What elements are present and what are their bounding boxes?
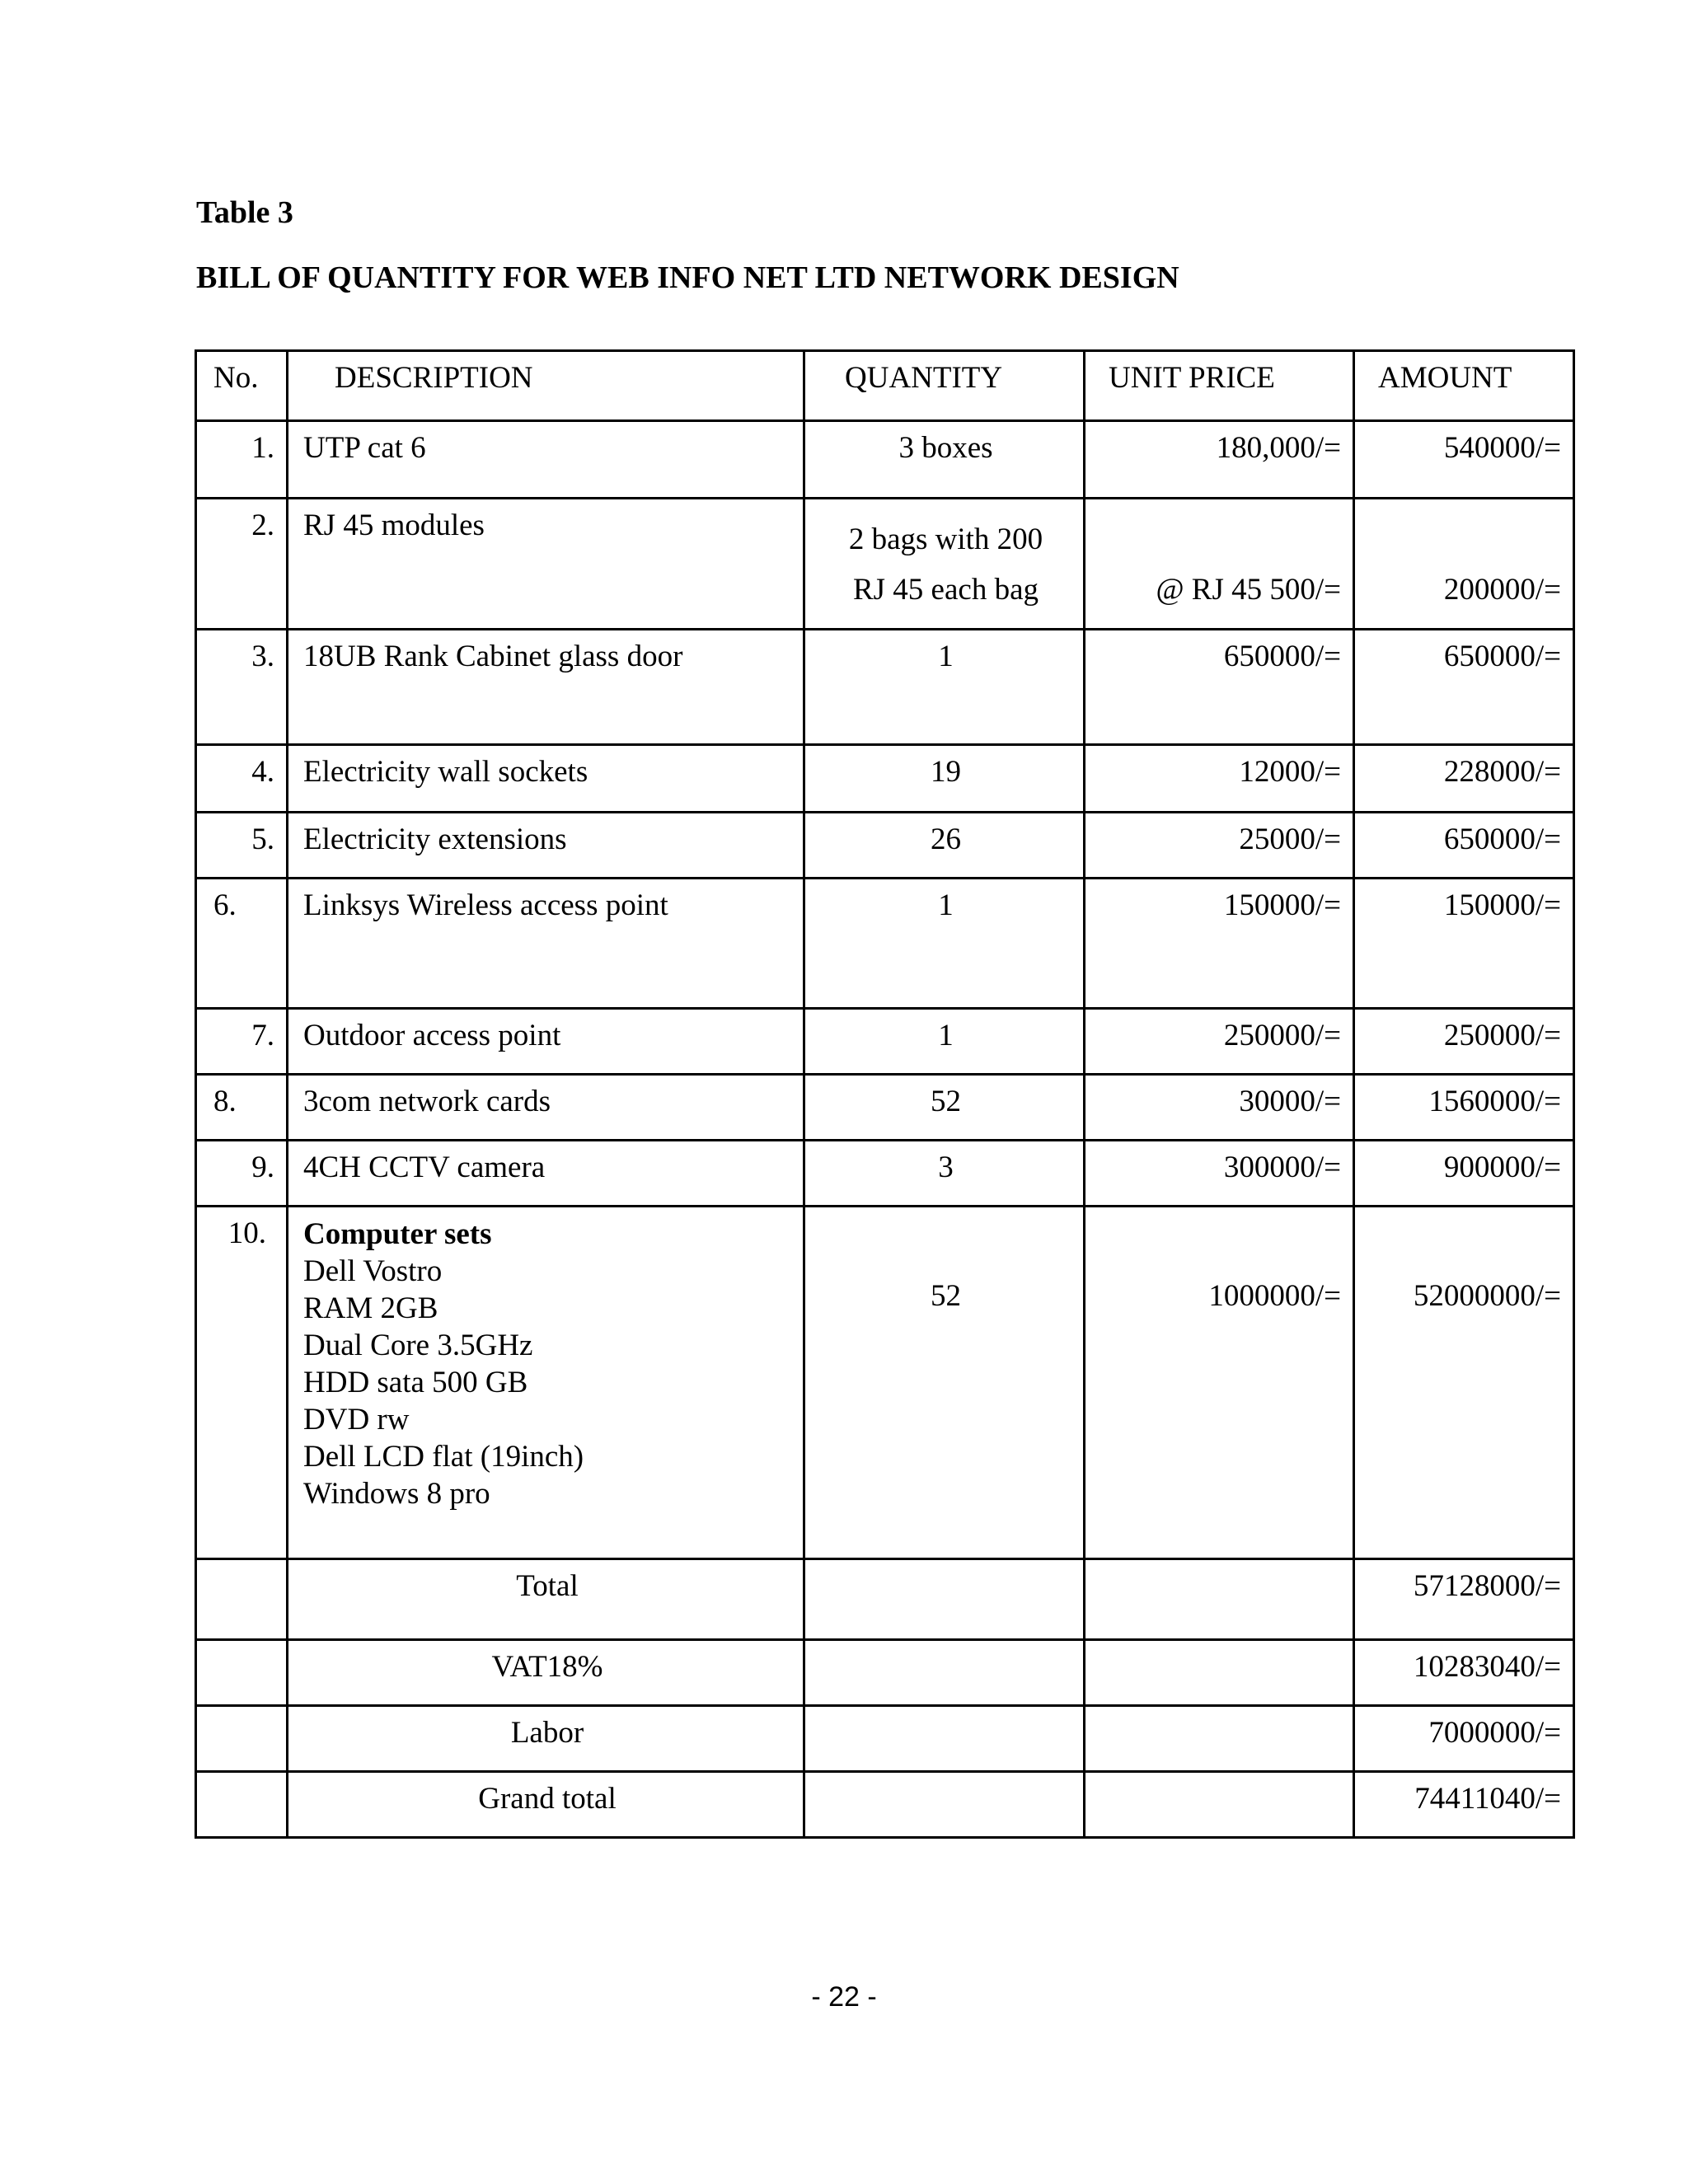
- summary-row: [196, 1706, 1574, 1772]
- unit-price-value: @ RJ 45 500/=: [1156, 573, 1341, 607]
- description-title: Computer sets: [303, 1217, 492, 1251]
- summary-label: Grand total: [288, 1772, 804, 1838]
- row-quantity: 52: [804, 1075, 1085, 1141]
- row-unit-price: 12000/=: [1085, 745, 1354, 813]
- row-number: 7.: [196, 1009, 288, 1075]
- quantity-line: RJ 45 each bag: [852, 573, 1039, 607]
- bill-of-quantity-table: [195, 349, 1575, 1839]
- row-amount: 52000000/=: [1354, 1207, 1574, 1559]
- row-amount: [1354, 499, 1574, 630]
- row-unit-price: 250000/=: [1085, 1009, 1354, 1075]
- summary-label: Total: [288, 1559, 804, 1640]
- description-line: Windows 8 pro: [303, 1477, 490, 1511]
- header-description: DESCRIPTION: [288, 351, 804, 421]
- description-line: HDD sata 500 GB: [303, 1366, 528, 1399]
- row-amount: 1560000/=: [1354, 1075, 1574, 1141]
- document-title: BILL OF QUANTITY FOR WEB INFO NET LTD NETWORK DESIGN: [196, 260, 1179, 295]
- row-description: [288, 1207, 804, 1559]
- table-label: Table 3: [196, 195, 293, 230]
- row-number: 3.: [196, 630, 288, 745]
- description-line: DVD rw: [303, 1403, 410, 1436]
- row-quantity: 26: [804, 813, 1085, 879]
- row-number: 1.: [196, 421, 288, 499]
- row-number: 8.: [196, 1075, 288, 1141]
- summary-amount: 74411040/=: [1354, 1772, 1574, 1838]
- row-description: 18UB Rank Cabinet glass door: [288, 630, 804, 745]
- row-amount: 540000/=: [1354, 421, 1574, 499]
- table-row: [196, 630, 1574, 745]
- table-row: [196, 879, 1574, 1009]
- row-unit-price: 180,000/=: [1085, 421, 1354, 499]
- row-quantity: 1: [804, 1009, 1085, 1075]
- table-row: [196, 745, 1574, 813]
- header-unit-price: UNIT PRICE: [1085, 351, 1354, 421]
- row-description: 3com network cards: [288, 1075, 804, 1141]
- row-amount: 150000/=: [1354, 879, 1574, 1009]
- row-amount: 650000/=: [1354, 630, 1574, 745]
- row-unit-price: 30000/=: [1085, 1075, 1354, 1141]
- row-unit-price: 650000/=: [1085, 630, 1354, 745]
- row-quantity: 1: [804, 630, 1085, 745]
- row-unit-price: 150000/=: [1085, 879, 1354, 1009]
- row-number: 2.: [196, 499, 288, 630]
- quantity-line: 2 bags with 200: [848, 523, 1043, 556]
- summary-row: [196, 1772, 1574, 1838]
- row-description: Electricity wall sockets: [288, 745, 804, 813]
- row-amount: 650000/=: [1354, 813, 1574, 879]
- row-description: 4CH CCTV camera: [288, 1141, 804, 1207]
- description-line: RAM 2GB: [303, 1291, 438, 1325]
- summary-amount: 57128000/=: [1354, 1559, 1574, 1640]
- row-unit-price: [1085, 499, 1354, 630]
- row-description: Electricity extensions: [288, 813, 804, 879]
- description-line: Dual Core 3.5GHz: [303, 1329, 533, 1362]
- row-number: 5.: [196, 813, 288, 879]
- row-quantity: [804, 499, 1085, 630]
- row-quantity: 3: [804, 1141, 1085, 1207]
- row-description: Linksys Wireless access point: [288, 879, 804, 1009]
- row-unit-price: 300000/=: [1085, 1141, 1354, 1207]
- row-description: UTP cat 6: [288, 421, 804, 499]
- row-description: Outdoor access point: [288, 1009, 804, 1075]
- summary-amount: 7000000/=: [1354, 1706, 1574, 1772]
- summary-row: [196, 1640, 1574, 1706]
- table-row: [196, 1009, 1574, 1075]
- row-unit-price: 1000000/=: [1085, 1207, 1354, 1559]
- table-row: [196, 813, 1574, 879]
- description-line: Dell LCD flat (19inch): [303, 1440, 584, 1474]
- header-quantity: QUANTITY: [804, 351, 1085, 421]
- amount-value: 200000/=: [1443, 573, 1561, 607]
- header-no: No.: [196, 351, 288, 421]
- row-quantity: 52: [804, 1207, 1085, 1559]
- row-description: RJ 45 modules: [288, 499, 804, 630]
- row-amount: 250000/=: [1354, 1009, 1574, 1075]
- table-row: [196, 1207, 1574, 1559]
- table-row: [196, 1075, 1574, 1141]
- table-header-row: [196, 351, 1574, 421]
- header-amount: AMOUNT: [1354, 351, 1574, 421]
- row-amount: 900000/=: [1354, 1141, 1574, 1207]
- summary-row: [196, 1559, 1574, 1640]
- row-number: 4.: [196, 745, 288, 813]
- summary-amount: 10283040/=: [1354, 1640, 1574, 1706]
- summary-label: VAT18%: [288, 1640, 804, 1706]
- row-number: 10.: [196, 1207, 288, 1559]
- row-number: 6.: [196, 879, 288, 1009]
- table-row: [196, 421, 1574, 499]
- page-number: - 22 -: [811, 1981, 877, 2013]
- row-amount: 228000/=: [1354, 745, 1574, 813]
- table-row: [196, 1141, 1574, 1207]
- row-quantity: 1: [804, 879, 1085, 1009]
- row-quantity: 19: [804, 745, 1085, 813]
- row-quantity: 3 boxes: [804, 421, 1085, 499]
- row-number: 9.: [196, 1141, 288, 1207]
- row-unit-price: 25000/=: [1085, 813, 1354, 879]
- description-line: Dell Vostro: [303, 1254, 443, 1288]
- table-row: [196, 499, 1574, 630]
- summary-label: Labor: [288, 1706, 804, 1772]
